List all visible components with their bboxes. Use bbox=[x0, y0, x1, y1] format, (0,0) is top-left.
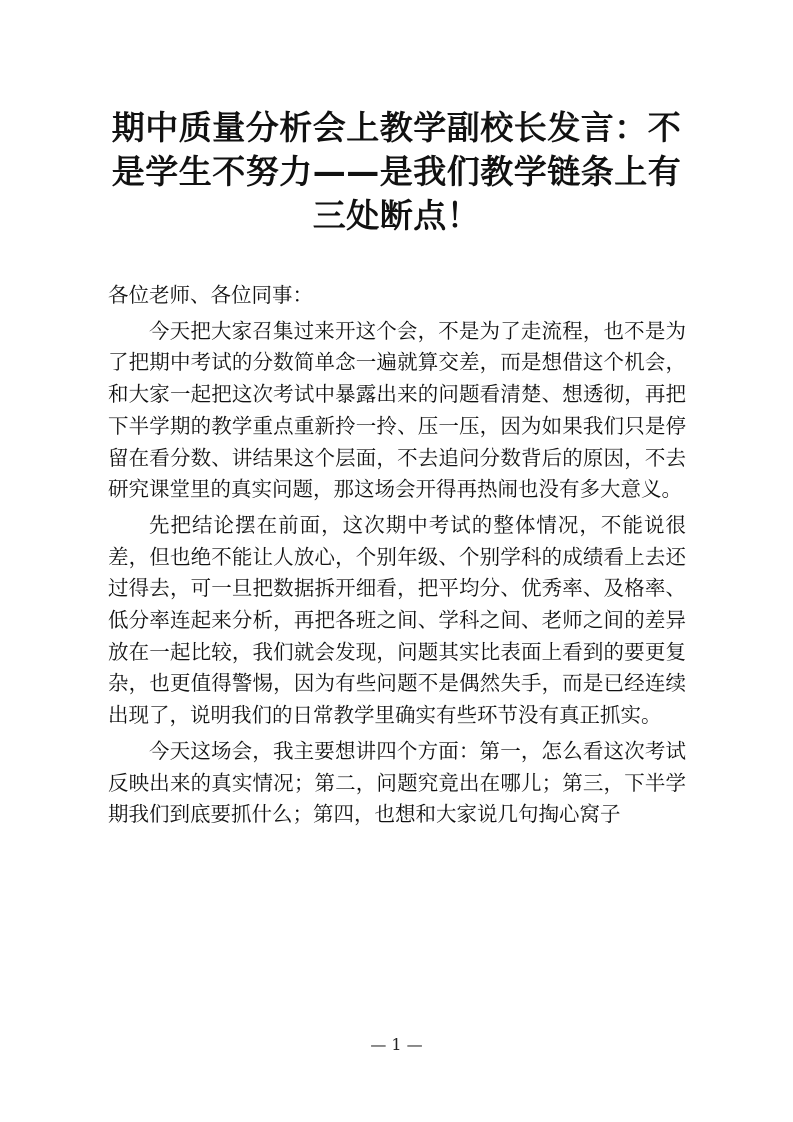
paragraph-1: 今天把大家召集过来开这个会，不是为了走流程，也不是为了把期中考试的分数简单念一遍就算交差，而是想借这个机会，和大家一起把这次考试中暴露出来的问题看清楚、想透彻，再把下半学期的教学重点重新拎一拎、压一压，因为如果我们只是停留在看分数、讲结果这个层面，不去追问分数背后的原因，不去研究课堂里的真实问题，那这场会开得再热闹也没有多大意义。 bbox=[108, 318, 686, 502]
page-number: — 1 — bbox=[370, 1035, 423, 1054]
document-title: 期中质量分析会上教学副校长发言：不是学生不努力——是我们教学链条上有三处断点！ bbox=[111, 108, 682, 235]
paragraph-3: 今天这场会，我主要想讲四个方面：第一，怎么看这次考试反映出来的真实情况；第二，问题究竟出在哪儿；第三，下半学期我们到底要抓什么；第四，也想和大家说几句掏心窝子 bbox=[108, 738, 686, 827]
document-body bbox=[108, 280, 686, 835]
greeting: 各位老师、各位同事： bbox=[108, 283, 313, 307]
paragraph-2: 先把结论摆在前面，这次期中考试的整体情况，不能说很差，但也绝不能让人放心，个别年级、个别学科的成绩看上去还过得去，可一旦把数据拆开细看，把平均分、优秀率、及格率、低分率连起来分析，再把各班之间、学科之间、老师之间的差异放在一起比较，我们就会发现，问题其实比表面上看到的要更复杂，也更值得警惕，因为有些问题不是偶然失手，而是已经连续出现了，说明我们的日常教学里确实有些环节没有真正抓实。 bbox=[108, 512, 686, 728]
